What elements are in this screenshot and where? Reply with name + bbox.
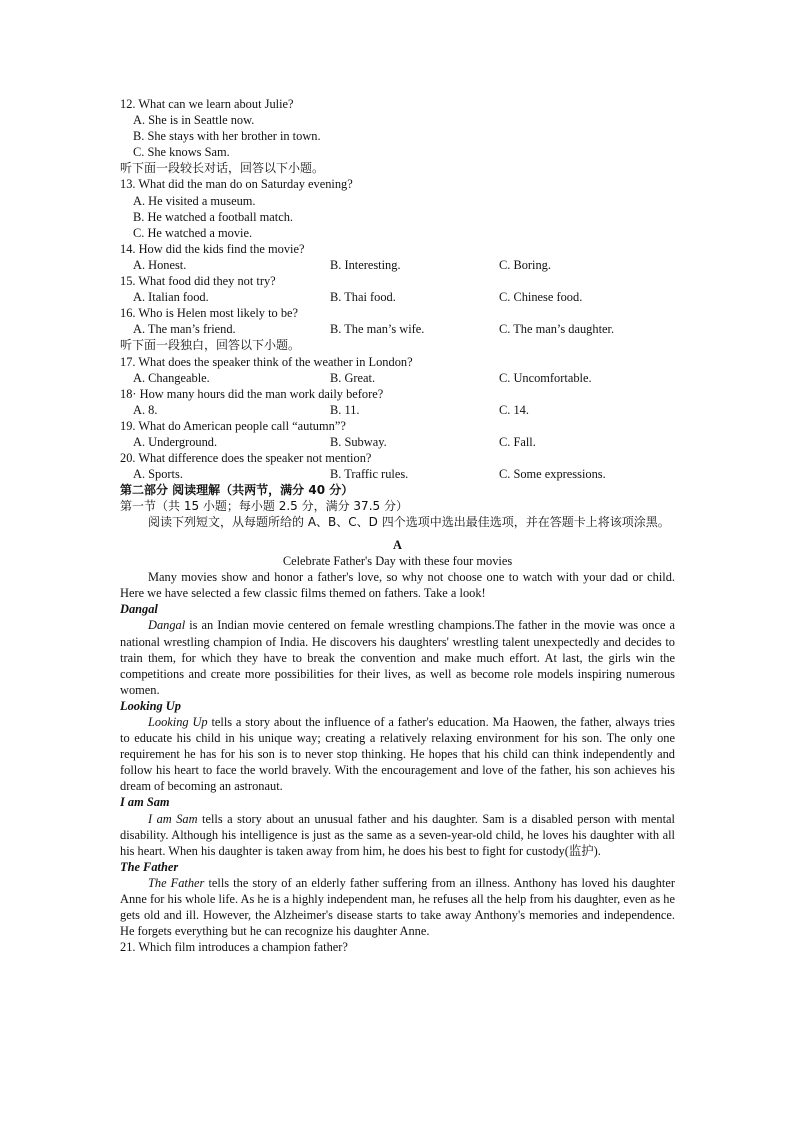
question-19-option-c: C. Fall. xyxy=(499,434,536,449)
question-18-option-a: A. 8. xyxy=(133,402,158,417)
reading-part-title: 第二部分 阅读理解（共两节，满分 40 分） xyxy=(120,483,354,498)
question-17-options xyxy=(120,370,675,386)
passage-title: Celebrate Father's Day with these four movies xyxy=(282,554,513,569)
question-18-stem: 18· How many hours did the man work daily before? xyxy=(120,386,384,401)
question-17-option-a: A. Changeable. xyxy=(133,370,210,385)
movie-title-the-father: The Father xyxy=(148,875,205,890)
question-17-stem: 17. What does the speaker think of the weather in London? xyxy=(120,354,413,369)
movie-heading-looking-up: Looking Up xyxy=(120,698,181,713)
question-12-stem: 12. What can we learn about Julie? xyxy=(120,97,294,111)
question-15-option-c: C. Chinese food. xyxy=(499,290,583,305)
question-19-options xyxy=(120,434,675,450)
question-12-option-b: B. She stays with her brother in town. xyxy=(133,129,321,144)
question-16-stem: 16. Who is Helen most likely to be? xyxy=(120,306,299,321)
listening-instruction-dialogue: 听下面一段较长对话，回答以下小题。 xyxy=(120,161,325,176)
question-12-option-c: C. She knows Sam. xyxy=(133,145,230,160)
question-20-option-a: A. Sports. xyxy=(133,467,183,482)
question-15-options xyxy=(120,289,675,305)
reading-instruction: 阅读下列短文，从每题所给的 A、B、C、D 四个选项中选出最佳选项，并在答题卡上将该项涂黑。 xyxy=(148,515,670,530)
question-13-option-c: C. He watched a movie. xyxy=(133,225,253,240)
reading-section-title: 第一节（共 15 小题；每小题 2.5 分，满分 37.5 分） xyxy=(120,499,408,514)
question-14-stem: 14. How did the kids find the movie? xyxy=(120,241,305,256)
question-20-option-c: C. Some expressions. xyxy=(499,467,606,482)
question-13-option-a: A. He visited a museum. xyxy=(133,193,256,208)
question-21-stem: 21. Which film introduces a champion father? xyxy=(120,940,348,955)
movie-heading-the-father: The Father xyxy=(120,859,179,874)
movie-title-dangal: Dangal xyxy=(148,618,186,633)
question-20-stem: 20. What difference does the speaker not mention? xyxy=(120,451,372,466)
question-16-options xyxy=(120,321,675,337)
listening-instruction-monologue: 听下面一段独白，回答以下小题。 xyxy=(120,338,301,353)
question-18-option-b: B. 11. xyxy=(330,402,360,417)
movie-paragraph-i-am-sam xyxy=(120,811,675,859)
question-14-option-a: A. Honest. xyxy=(133,257,187,272)
movie-text-dangal: is an Indian movie centered on female wrestling champions.The father in the movie was once a national wrestling champion of India. He discovers his daughters' wrestling talent unexpectedly and decides to train them, for which they have to break the convention and make much effort. At last, the girls win the competitions and create more possibilities for their lives, as well as become role models inspiring numerous women. xyxy=(120,618,675,697)
question-16-option-c: C. The man’s daughter. xyxy=(499,322,615,337)
movie-text-the-father: tells the story of an elderly father suffering from an illness. Anthony has loved his daughter Anne for his whole life. As he is a highly independent man, he refuses all the help from his daughter, even as he gets old and ill. However, the Alzheimer's disease starts to take away Anthony's memories and independence. He forgets everything but he can recognize his daughter Anne. xyxy=(120,875,675,939)
exam-page xyxy=(120,96,675,955)
movie-text-looking-up: tells a story about the influence of a father's education. Ma Haowen, the father, always tries to educate his child in his unique way; creating a relatively relaxing environment for his son. The only one requirement he has for his son is to never stop thinking. He hopes that his child can think independently and follow his heart to face the world bravely. With the encouragement and love of the father, his son achieves his dream of becoming an astronaut. xyxy=(120,714,675,794)
passage-intro: Many movies show and honor a father's love, so why not choose one to watch with your dad or child. Here we have selected a few classic films themed on fathers. Take a look! xyxy=(120,570,675,601)
question-13-option-b: B. He watched a football match. xyxy=(133,209,293,224)
movie-title-i-am-sam: I am Sam xyxy=(148,811,198,826)
question-15-option-a: A. Italian food. xyxy=(133,290,209,305)
question-15-stem: 15. What food did they not try? xyxy=(120,274,276,289)
question-12-option-a: A. She is in Seattle now. xyxy=(133,113,255,128)
movie-paragraph-looking-up xyxy=(120,714,675,794)
question-18-option-c: C. 14. xyxy=(499,402,529,417)
movie-heading-i-am-sam: I am Sam xyxy=(120,795,170,810)
passage-letter: A xyxy=(393,537,402,552)
question-16-option-b: B. The man’s wife. xyxy=(330,322,425,337)
question-17-option-c: C. Uncomfortable. xyxy=(499,370,592,385)
question-16-option-a: A. The man’s friend. xyxy=(133,322,236,337)
question-14-options xyxy=(120,257,675,273)
movie-paragraph-the-father xyxy=(120,875,675,939)
question-20-option-b: B. Traffic rules. xyxy=(330,467,409,482)
question-14-option-c: C. Boring. xyxy=(499,257,551,272)
question-15-option-b: B. Thai food. xyxy=(330,290,396,305)
question-18-options xyxy=(120,402,675,418)
movie-heading-dangal: Dangal xyxy=(120,602,158,617)
question-19-option-b: B. Subway. xyxy=(330,434,387,449)
question-14-option-b: B. Interesting. xyxy=(330,257,401,272)
movie-paragraph-dangal xyxy=(120,617,675,697)
movie-text-i-am-sam: tells a story about an unusual father and his daughter. Sam is a disabled person with mental disability. Although his intelligence is just as the same as a seven-year-old child, he loves his daughter with all his heart. When his daughter is taken away from him, he does his best to fight for custody(监护). xyxy=(120,811,675,858)
movie-title-looking-up: Looking Up xyxy=(148,714,208,729)
question-13-stem: 13. What did the man do on Saturday evening? xyxy=(120,177,353,192)
question-20-options xyxy=(120,466,675,482)
question-19-option-a: A. Underground. xyxy=(133,434,218,449)
question-17-option-b: B. Great. xyxy=(330,370,376,385)
question-19-stem: 19. What do American people call “autumn”? xyxy=(120,418,346,433)
